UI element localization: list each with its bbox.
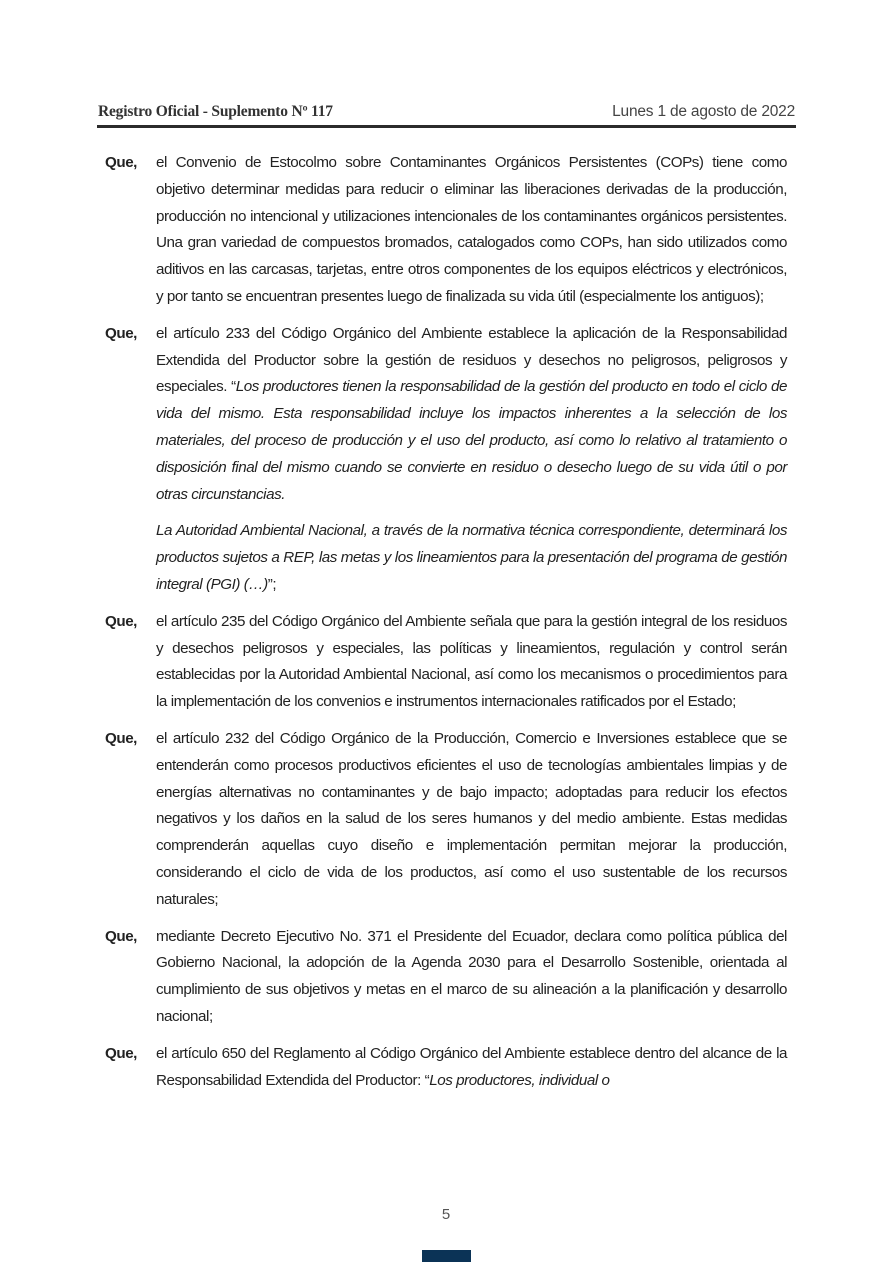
clause-text: mediante Decreto Ejecutivo No. 371 el Presidente del Ecuador, declara como política pública del Gobierno Nacional, la adopción de la Agenda 2030 para el Desarrollo Sostenible, orientada al cumplimiento de sus objetivos y metas en el marco de su alineación a la planificación y desarrollo nacional; (156, 927, 787, 1025)
clause-lead: Que, (105, 927, 137, 945)
quote-end: ”; (267, 575, 277, 593)
whereas-clause (105, 924, 787, 1031)
clause-lead: Que, (105, 729, 137, 747)
clause-lead: Que, (105, 612, 137, 630)
clause-quote-continuation (156, 518, 787, 598)
page-header (98, 103, 795, 125)
clause-quote: Los productores, individual o (429, 1071, 610, 1089)
clause-lead: Que, (105, 1044, 137, 1062)
clause-quote: Los productores tienen la responsabilidad de la gestión del producto en todo el ciclo de vida del mismo. Esta responsabilidad incluye los impactos inherentes a la selección de los materiales, del proceso de producción y el uso del producto, así como lo relativo al tratamiento o disposición final del mismo cuando se convierte en residuo o desecho luego de su vida útil o por otras circunstancias. (156, 378, 787, 503)
clause-lead: Que, (105, 154, 137, 171)
whereas-clause (105, 726, 787, 914)
quote-continuation-text: La Autoridad Ambiental Nacional, a través de la normativa técnica correspondiente, determinará los productos sujetos a REP, las metas y los lineamientos para la presentación del programa de gestión integral (PGI) (…) (156, 522, 787, 593)
clause-text (156, 1041, 787, 1095)
publication-title: Registro Oficial - Suplemento Nº 117 (98, 103, 333, 120)
clause-text-plain: el artículo 233 del Código Orgánico del Ambiente establece la aplicación de la Responsabilidad Extendida del Productor sobre la gestión de residuos y desechos no peligrosos, peligrosos y especiales. “ (156, 324, 787, 396)
publication-date: Lunes 1 de agosto de 2022 (612, 103, 795, 120)
clause-text: el artículo 235 del Código Orgánico del Ambiente señala que para la gestión integral de los residuos y desechos peligrosos y especiales, las políticas y lineamientos, regulación y control serán establecidas por la Autoridad Ambiental Nacional, así como los mecanismos o procedimientos para la implementación de los convenios e instrumentos internacionales ratificados por el Estado; (156, 612, 787, 711)
document-body (105, 150, 787, 1104)
clause-text: el artículo 232 del Código Orgánico de la Producción, Comercio e Inversiones establece que se entenderán como procesos productivos eficientes el uso de tecnologías ambientales limpias y de energías alternativas no contaminantes y de bajo impacto; adoptadas para reducir los efectos negativos y los daños en la salud de los seres humanos y del medio ambiente. Estas medidas comprenderán aquellas cuyo diseño e implementación permitan mejorar la producción, considerando el ciclo de vida de los productos, así como el uso sustentable de los recursos naturales; (156, 729, 787, 908)
whereas-clause (105, 609, 787, 716)
whereas-clause (105, 150, 787, 311)
clause-text-plain: el artículo 650 del Reglamento al Código Orgánico del Ambiente establece dentro del alcance de la Responsabilidad Extendida del Productor: “ (156, 1044, 787, 1089)
whereas-clause (105, 1041, 787, 1095)
clause-lead: Que, (105, 324, 137, 342)
page-number: 5 (441, 1206, 451, 1223)
clause-text: el Convenio de Estocolmo sobre Contaminantes Orgánicos Persistentes (COPs) tiene como objetivo determinar medidas para reducir o eliminar las liberaciones derivadas de la producción, producción no intencional y utilizaciones intencionales de los contaminantes orgánicos persistentes. Una gran variedad de compuestos bromados, catalogados como COPs, han sido utilizados como aditivos en las carcasas, tarjetas, entre otros componentes de los equipos eléctricos y electrónicos, y por tanto se encuentran presentes luego de finalizada su vida útil (especialmente los antiguos); (156, 154, 787, 305)
clause-text (156, 321, 787, 509)
whereas-clause (105, 321, 787, 509)
footer-bar (422, 1250, 471, 1262)
header-rule (97, 125, 796, 128)
